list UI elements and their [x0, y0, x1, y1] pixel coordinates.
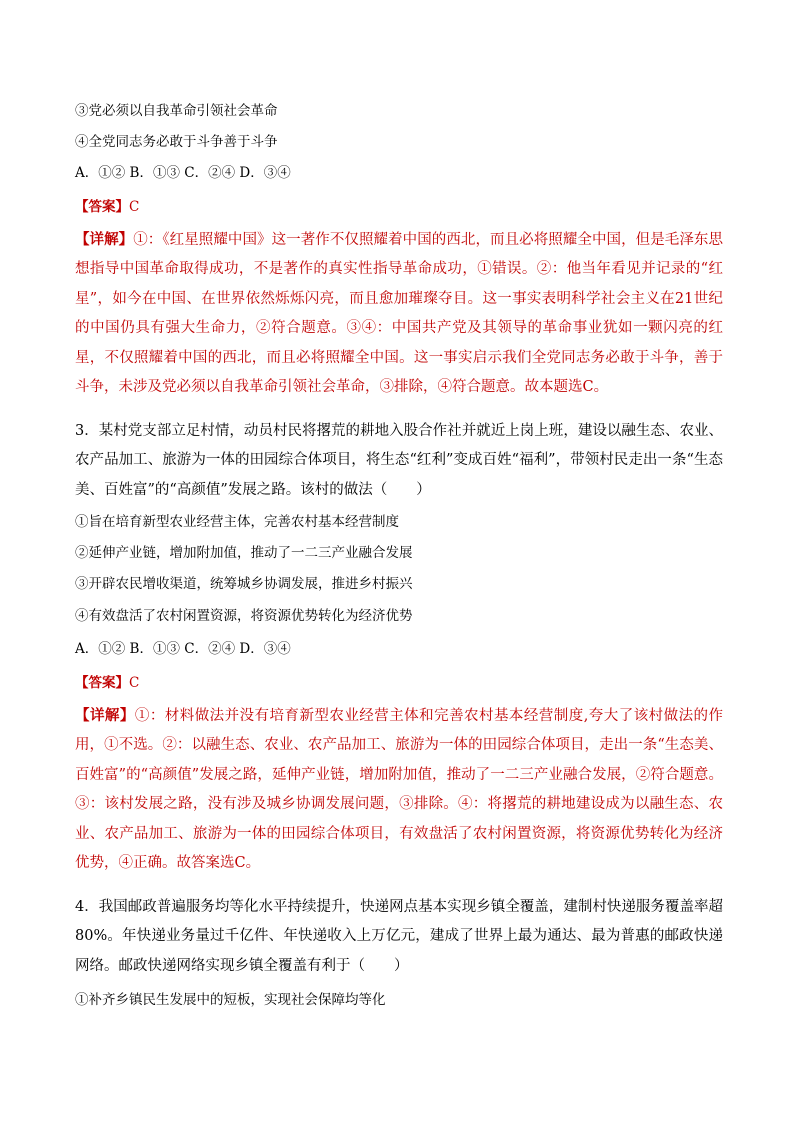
q3-option-4: ④有效盘活了农村闲置资源，将资源优势转化为经济优势	[75, 608, 413, 624]
q3-option-2: ②延伸产业链，增加附加值，推动了一二三产业融合发展	[75, 545, 413, 561]
q4-stem: 4．我国邮政普遍服务均等化水平持续提升，快递网点基本实现乡镇全覆盖，建制村快递服务覆盖率超80%。年快递业务量过千亿件、年快递收入上万亿元，建成了世界上最为通达、最为普惠的邮政快递网络。邮政快递网络实现乡镇全覆盖有利于（ ）	[75, 899, 723, 974]
q3-answer	[75, 673, 139, 693]
answer-tag: 【答案】	[75, 199, 129, 215]
q3-choices: A．①② B．①③ C．②④ D．③④	[75, 641, 291, 657]
detail-tag: 【详解】	[75, 707, 135, 724]
q2-detail	[75, 225, 723, 402]
q4-option-1: ①补齐乡镇民生发展中的短板，实现社会保障均等化	[75, 992, 386, 1008]
detail-text: ①：《红星照耀中国》这一著作不仅照耀着中国的西北，而且必将照耀全中国，但是毛泽东思想指导中国革命取得成功，不是著作的真实性指导革命成功，①错误。②：他当年看见并记录的“红星”，如今在中国、在世界依然烁烁闪亮，而且愈加璀璨夺目。这一事实表明科学社会主义在21世纪的中国仍具有强大生命力，②符合题意。③④：中国共产党及其领导的革命事业犹如一颗闪亮的红星，不仅照耀着中国的西北，而且必将照耀全中国。这一事实启示我们全党同志务必敢于斗争，善于斗争，未涉及党必须以自我革命引领社会革命，③排除，④符合题意。故本题选C。	[75, 232, 723, 396]
answer-value: C	[129, 675, 140, 691]
detail-text: ①：材料做法并没有培育新型农业经营主体和完善农村基本经营制度,夸大了该村做法的作用，①不选。②：以融生态、农业、农产品加工、旅游为一体的田园综合体项目，走出一条“生态美、百姓富”的“高颜值”发展之路，延伸产业链，增加附加值，推动了一二三产业融合发展，②符合题意。③：该村发展之路，没有涉及城乡协调发展问题，③排除。④：将撂荒的耕地建设成为以融生态、农业、农产品加工、旅游为一体的田园综合体项目，有效盘活了农村闲置资源，将资源优势转化为经济优势，④正确。故答案选C。	[75, 708, 724, 872]
q3-option-1: ①旨在培育新型农业经营主体，完善农村基本经营制度	[75, 514, 399, 530]
q3-detail	[75, 701, 723, 878]
q2-answer	[75, 197, 139, 217]
q3-option-3: ③开辟农民增收渠道，统筹城乡协调发展，推进乡村振兴	[75, 576, 413, 592]
q2-option-4: ④全党同志务必敢于斗争善于斗争	[75, 134, 278, 150]
q2-option-3: ③党必须以自我革命引领社会革命	[75, 103, 278, 119]
answer-tag: 【答案】	[75, 675, 129, 691]
answer-value: C	[129, 199, 140, 215]
detail-tag: 【详解】	[75, 231, 134, 248]
q2-choices: A．①② B．①③ C．②④ D．③④	[75, 165, 291, 181]
q3-stem: 3．某村党支部立足村情，动员村民将撂荒的耕地入股合作社并就近上岗上班，建设以融生态、农业、农产品加工、旅游为一体的田园综合体项目，将生态“红利”变成百姓“福利”，带领村民走出一条“生态美、百姓富”的“高颜值”发展之路。该村的做法（ ）	[75, 423, 723, 498]
